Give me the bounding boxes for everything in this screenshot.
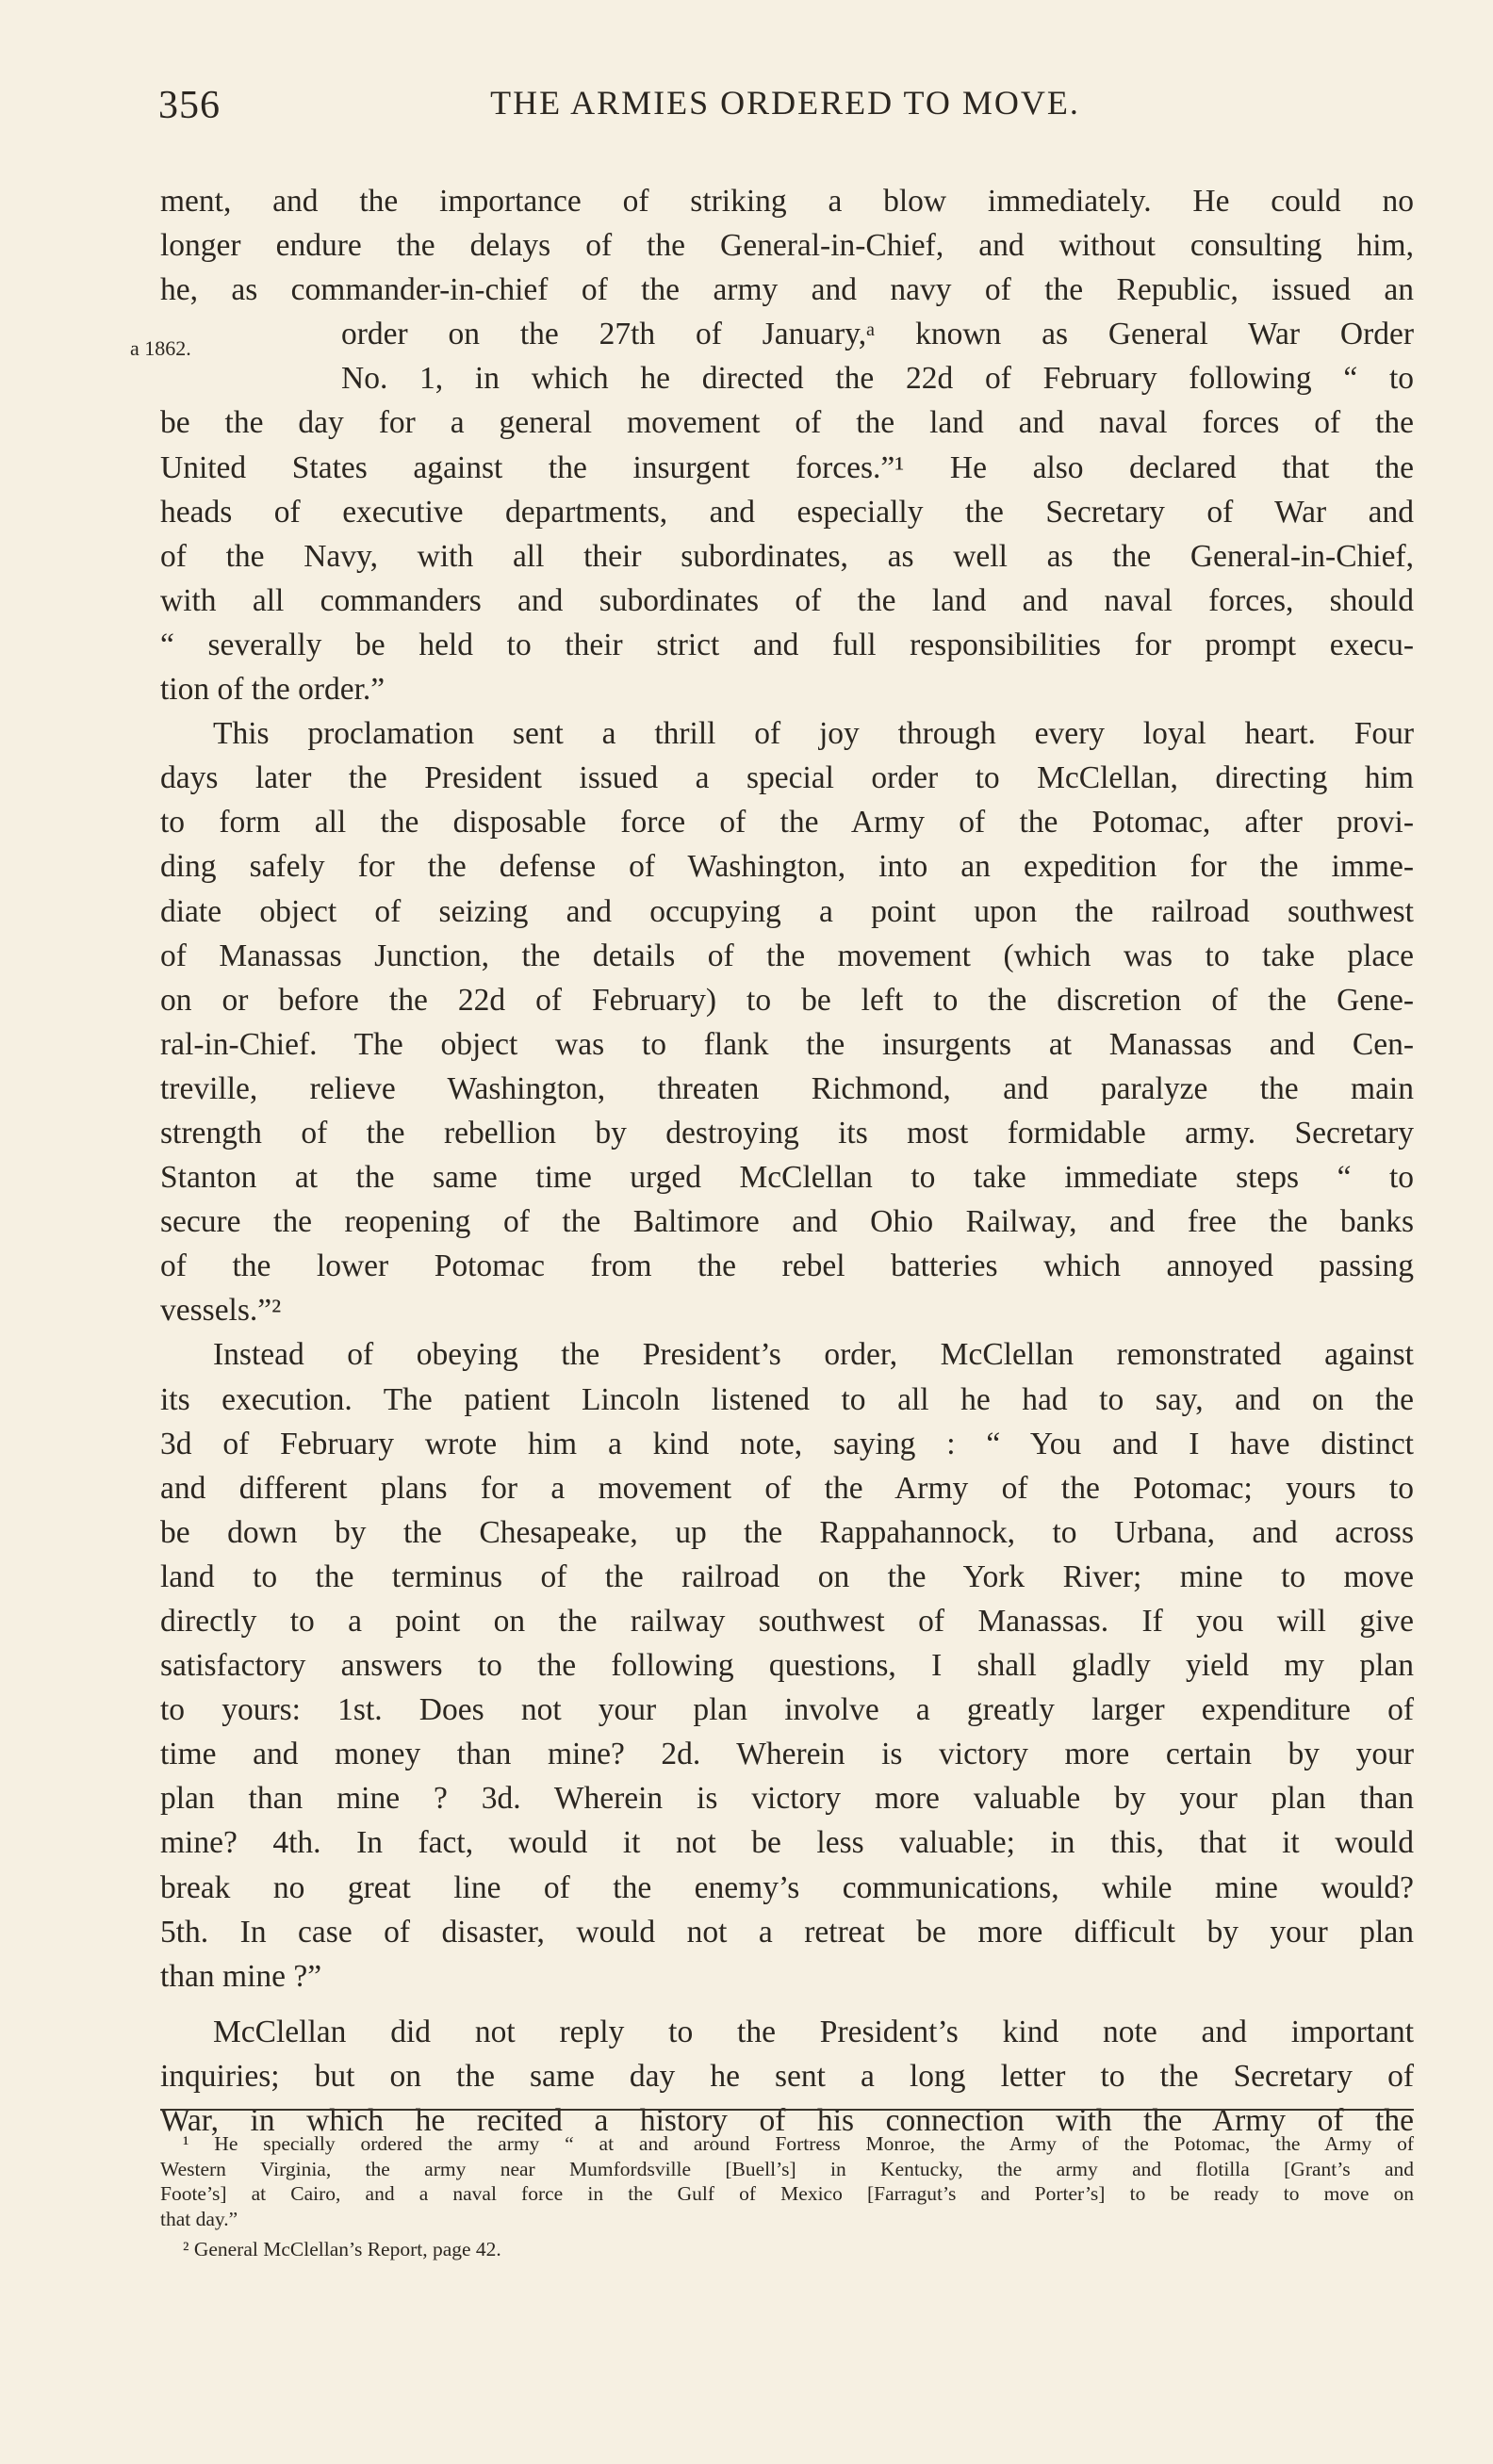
text-line: tion of the order.” bbox=[160, 672, 386, 708]
text-line: McClellan did not reply to the President’s kind note and important bbox=[213, 2014, 1414, 2049]
text-line: 5th. In case of disaster, would not a retreat be more difficult by your plan bbox=[160, 1914, 1414, 1950]
text-line: Instead of obeying the President’s order, McClellan remonstrated against bbox=[213, 1337, 1414, 1373]
footnote-line: ¹ He specially ordered the army “ at and around Fortress Monroe, the Army of the Potomac, the Army of bbox=[183, 2132, 1414, 2155]
text-line: and different plans for a movement of the Army of the Potomac; yours to bbox=[160, 1470, 1414, 1506]
text-line: treville, relieve Washington, threaten Richmond, and paralyze the main bbox=[160, 1070, 1414, 1106]
text-line: “ severally be held to their strict and full responsibilities for prompt execu- bbox=[160, 627, 1414, 662]
text-line: satisfactory answers to the following questions, I shall gladly yield my plan bbox=[160, 1648, 1414, 1684]
text-line: strength of the rebellion by destroying its most formidable army. Secretary bbox=[160, 1115, 1414, 1150]
text-line: United States against the insurgent forces.”¹ He also declared that the bbox=[160, 449, 1414, 485]
footnote-line: Foote’s] at Cairo, and a naval force in the Gulf of Mexico [Farragut’s and Porter’s] to be ready to move on bbox=[160, 2182, 1414, 2205]
text-line: land to the terminus of the railroad on the York River; mine to move bbox=[160, 1558, 1414, 1594]
text-line: plan than mine ? 3d. Wherein is victory more valuable by your plan than bbox=[160, 1781, 1414, 1817]
footnote-divider bbox=[160, 2109, 1414, 2111]
text-line: on or before the 22d of February) to be left to the discretion of the Gene- bbox=[160, 982, 1414, 1018]
footnote-line: that day.” bbox=[160, 2207, 238, 2230]
text-line: ding safely for the defense of Washington, into an expedition for the imme- bbox=[160, 849, 1414, 885]
text-line: with all commanders and subordinates of the land and naval forces, should bbox=[160, 582, 1414, 618]
text-line: 3d of February wrote him a kind note, saying : “ You and I have distinct bbox=[160, 1426, 1414, 1461]
page-header bbox=[158, 83, 1412, 139]
footnote-line: ² General McClellan’s Report, page 42. bbox=[183, 2238, 501, 2260]
text-line: longer endure the delays of the General-in-Chief, and without consulting him, bbox=[160, 228, 1414, 264]
text-line: War, in which he recited a history of his connection with the Army of the bbox=[160, 2103, 1414, 2139]
text-line: directly to a point on the railway southwest of Manassas. If you will give bbox=[160, 1604, 1414, 1639]
text-line: than mine ?” bbox=[160, 1958, 322, 1994]
text-line: of the Navy, with all their subordinates, as well as the General-in-Chief, bbox=[160, 538, 1414, 574]
text-line: order on the 27th of January,ᵃ known as General War Order bbox=[341, 317, 1414, 352]
text-line: be down by the Chesapeake, up the Rappahannock, to Urbana, and across bbox=[160, 1514, 1414, 1550]
text-line: ral-in-Chief. The object was to flank the insurgents at Manassas and Cen- bbox=[160, 1026, 1414, 1062]
text-line: diate object of seizing and occupying a point upon the railroad southwest bbox=[160, 893, 1414, 929]
text-line: to yours: 1st. Does not your plan involve a greatly larger expenditure of bbox=[160, 1692, 1414, 1728]
text-line: he, as commander-in-chief of the army and navy of the Republic, issued an bbox=[160, 272, 1414, 308]
text-line: of the lower Potomac from the rebel batteries which annoyed passing bbox=[160, 1248, 1414, 1284]
text-line: No. 1, in which he directed the 22d of February following “ to bbox=[341, 361, 1414, 397]
text-line: be the day for a general movement of the land and naval forces of the bbox=[160, 405, 1414, 441]
text-line: break no great line of the enemy’s communications, while mine would? bbox=[160, 1869, 1414, 1905]
text-line: mine? 4th. In fact, would it not be less valuable; in this, that it would bbox=[160, 1825, 1414, 1861]
text-line: days later the President issued a special order to McClellan, directing him bbox=[160, 760, 1414, 796]
text-line: of Manassas Junction, the details of the movement (which was to take place bbox=[160, 938, 1414, 973]
text-line: This proclamation sent a thrill of joy through every loyal heart. Four bbox=[213, 716, 1414, 752]
text-line: ment, and the importance of striking a blow immediately. He could no bbox=[160, 184, 1414, 219]
footnotes bbox=[160, 2131, 1414, 2262]
text-line: secure the reopening of the Baltimore and Ohio Railway, and free the banks bbox=[160, 1204, 1414, 1240]
text-line: its execution. The patient Lincoln listened to all he had to say, and on the bbox=[160, 1381, 1414, 1417]
margin-date-note: a 1862. bbox=[130, 336, 191, 360]
text-line: heads of executive departments, and especially the Secretary of War and bbox=[160, 494, 1414, 530]
text-line: to form all the disposable force of the Army of the Potomac, after provi- bbox=[160, 805, 1414, 840]
page-number: 356 bbox=[158, 84, 221, 127]
body-text bbox=[160, 179, 1414, 2143]
text-line: time and money than mine? 2d. Wherein is victory more certain by your bbox=[160, 1737, 1414, 1772]
text-line: vessels.”² bbox=[160, 1293, 282, 1329]
footnote-line: Western Virginia, the army near Mumfordsville [Buell’s] in Kentucky, the army and flotilla [Grant’s and bbox=[160, 2157, 1414, 2180]
running-title: THE ARMIES ORDERED TO MOVE. bbox=[490, 84, 1080, 122]
text-line: inquiries; but on the same day he sent a long letter to the Secretary of bbox=[160, 2058, 1414, 2094]
text-line: Stanton at the same time urged McClellan to take immediate steps “ to bbox=[160, 1160, 1414, 1196]
